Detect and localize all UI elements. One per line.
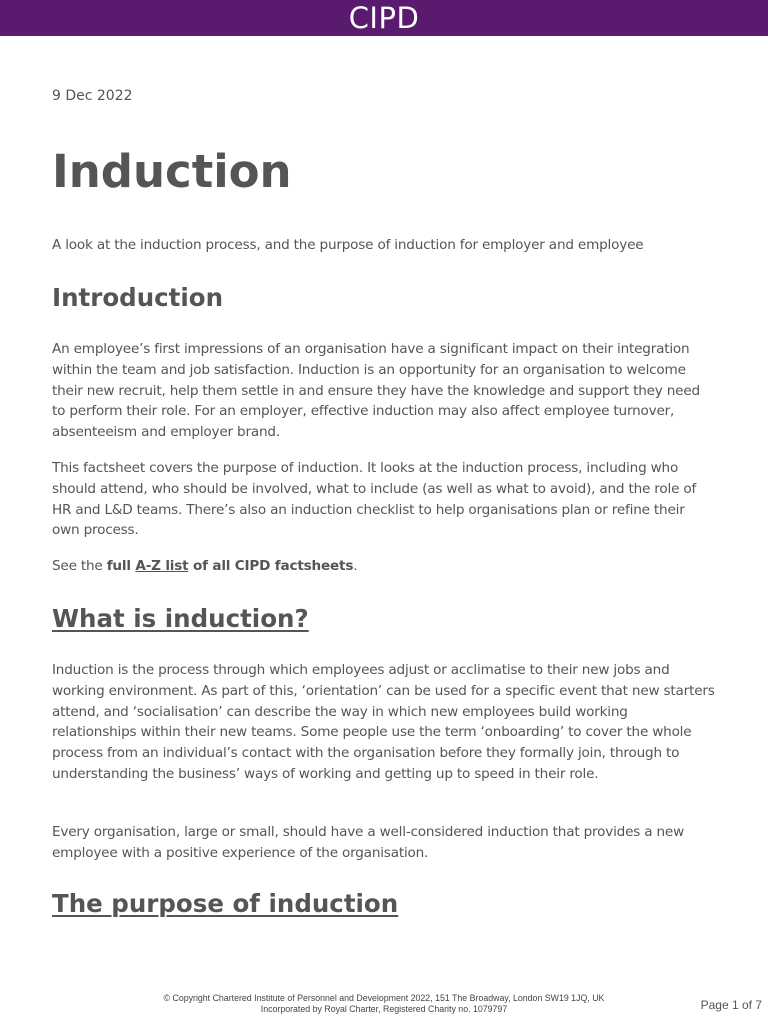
see-full: full (106, 558, 136, 574)
page-subtitle: A look at the induction process, and the purpose of induction for employer and employee (52, 237, 644, 253)
what-is-paragraph-2: Every organisation, large or small, should have a well-considered induction that provides a new employee with a positive experience of the organisation. (52, 824, 684, 861)
footer-copyright-line-1: © Copyright Chartered Institute of Personnel and Development 2022, 151 The Broadway, London SW19 1JQ, UK (163, 993, 605, 1003)
heading-what-is-induction[interactable]: What is induction? (52, 604, 309, 633)
heading-introduction: Introduction (52, 283, 224, 312)
az-list-link[interactable]: A-Z list (135, 558, 189, 574)
factsheets-link-paragraph (52, 556, 716, 577)
intro-paragraph-2: This factsheet covers the purpose of induction. It looks at the induction process, including who should attend, who should be involved, what to include (as well as what to avoid), and the role of HR and L&D teams. There’s also an induction checklist to help organisations plan or refine their own process. (52, 460, 697, 539)
footer-copyright-line-2: Incorporated by Royal Charter, Registered Charity no. 1079797 (260, 1004, 508, 1014)
cipd-logo: CIPD (348, 1, 420, 35)
heading-purpose-of-induction[interactable]: The purpose of induction (52, 889, 399, 918)
page-title: Induction (52, 145, 292, 198)
see-prefix: See the (52, 558, 107, 574)
page-number: Page 1 of 7 (700, 998, 762, 1012)
page-footer (0, 992, 768, 1020)
see-suffix: of all CIPD factsheets (188, 558, 354, 574)
publish-date: 9 Dec 2022 (52, 88, 133, 104)
what-is-paragraph-1: Induction is the process through which employees adjust or acclimatise to their new jobs and working environment. As part of this, ‘orientation’ can be used for a specific event that new starters attend, and ‘socialisation’ can describe the way in which new employees build working relationships within their new teams. Some people use the term ‘onboarding’ to cover the whole process from an individual’s contact with the organisation before they formally join, through to understanding the business’ ways of working and getting up to speed in their role. (52, 662, 715, 782)
intro-paragraph-1: An employee’s first impressions of an organisation have a significant impact on their integration within the team and job satisfaction. Induction is an opportunity for an organisation to welcome their new recruit, help them settle in and ensure they have the knowledge and support they need to perform their role. For an employer, effective induction may also affect employee turnover, absenteeism and employer brand. (52, 341, 700, 441)
see-end: . (353, 558, 358, 574)
header-bar (0, 0, 768, 36)
